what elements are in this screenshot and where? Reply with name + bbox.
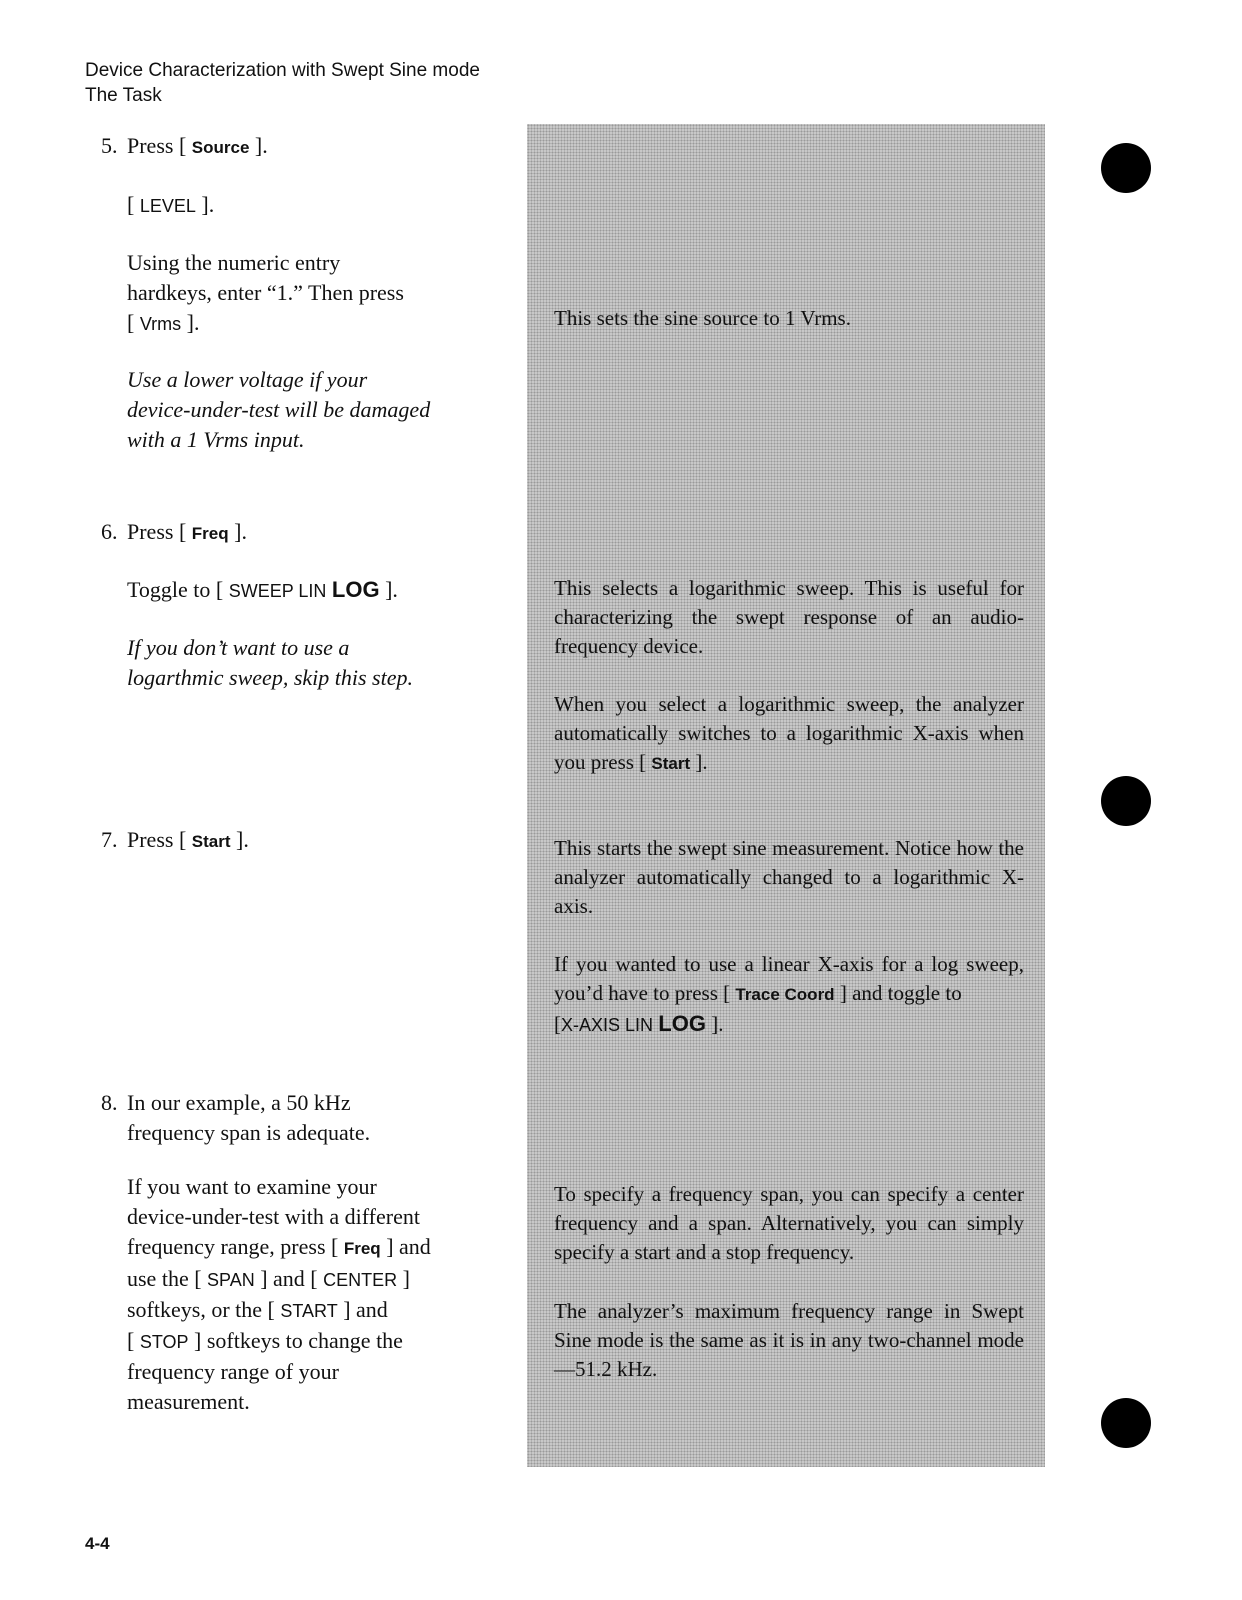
softkey-vrms: Vrms bbox=[139, 314, 182, 334]
softkey-stop: STOP bbox=[139, 1332, 189, 1352]
page-number: 4-4 bbox=[85, 1534, 110, 1553]
step-6-skip-note: If you don’t want to use a logarthmic sweep, skip this step. bbox=[127, 635, 413, 690]
step-number: 8. bbox=[101, 1090, 118, 1115]
hardkey-start: Start bbox=[191, 832, 231, 851]
page-header bbox=[85, 58, 480, 108]
binder-hole-icon bbox=[1101, 143, 1151, 193]
softkey-level: LEVEL bbox=[139, 196, 196, 216]
note-log-axis: When you select a logarithmic sweep, the analyzer automatically switches to a logarithmic X-axis when you press [ Start ]. bbox=[554, 692, 1024, 774]
note-log-sweep: This selects a logarithmic sweep. This is useful for characterizing the swept response of an audio-frequency device. bbox=[554, 576, 1024, 658]
binder-hole-icon bbox=[1101, 1398, 1151, 1448]
toggle-sweep-line: Toggle to [ SWEEP LIN LOG ]. bbox=[127, 577, 398, 602]
softkey-center: CENTER bbox=[323, 1270, 398, 1290]
softkey-start: START bbox=[280, 1301, 338, 1321]
note-sine-source: This sets the sine source to 1 Vrms. bbox=[554, 306, 851, 330]
softkey-log-selected: LOG bbox=[658, 1011, 706, 1036]
note-max-range: The analyzer’s maximum frequency range in Swept Sine mode is the same as it is in any two-channel mode—51.2 kHz. bbox=[554, 1299, 1024, 1381]
softkey-log-selected: LOG bbox=[331, 577, 380, 602]
softkey-sweep: SWEEP LIN bbox=[228, 581, 327, 601]
hardkey-source: Source bbox=[191, 138, 250, 157]
binder-hole-icon bbox=[1101, 776, 1151, 826]
section-title: The Task bbox=[85, 85, 162, 106]
step-number: 7. bbox=[101, 827, 118, 852]
note-linear-axis: If you wanted to use a linear X-axis for a log sweep, you’d have to press [ Trace Coord ] and toggle to [X-AXIS LIN LOG ]. bbox=[554, 952, 1024, 1036]
step-5-caution-note: Use a lower voltage if your device-under-test will be damaged with a 1 Vrms input. bbox=[127, 367, 431, 452]
step-number: 5. bbox=[101, 133, 118, 158]
chapter-title: Device Characterization with Swept Sine mode bbox=[85, 60, 480, 81]
softkey-level-line: [ LEVEL ]. bbox=[127, 192, 215, 217]
hardkey-start: Start bbox=[651, 754, 691, 773]
softkey-x-axis: X-AXIS LIN bbox=[561, 1015, 654, 1035]
step-6-heading: 6. Press [ Freq ]. bbox=[101, 517, 247, 549]
step-5-heading: 5. Press [ Source ]. bbox=[101, 131, 268, 163]
note-start-measurement: This starts the swept sine measurement. Notice how the analyzer automatically changed to a logarithmic X-axis. bbox=[554, 836, 1024, 918]
hardkey-freq: Freq bbox=[191, 524, 229, 543]
step-8-heading: 8. In our example, a 50 kHz frequency span is adequate. bbox=[101, 1090, 371, 1145]
step-8-instruction: If you want to examine your device-under-test with a different frequency range, press [ Freq ] and use the [ SPAN ] and [ CENTER ] softkeys, or the [ START ] and [ STOP ] softkeys to change the frequency range of your measurement. bbox=[127, 1174, 431, 1414]
note-frequency-span: To specify a frequency span, you can specify a center frequency and a span. Alternatively, you can simply specify a start and a stop frequency. bbox=[554, 1182, 1024, 1264]
step-number: 6. bbox=[101, 519, 118, 544]
step-5-instruction: Using the numeric entry hardkeys, enter “1.” Then press [ Vrms ]. bbox=[127, 250, 404, 335]
hardkey-freq: Freq bbox=[343, 1239, 381, 1258]
hardkey-trace-coord: Trace Coord bbox=[735, 985, 835, 1004]
step-7-heading: 7. Press [ Start ]. bbox=[101, 825, 249, 857]
softkey-span: SPAN bbox=[207, 1270, 255, 1290]
